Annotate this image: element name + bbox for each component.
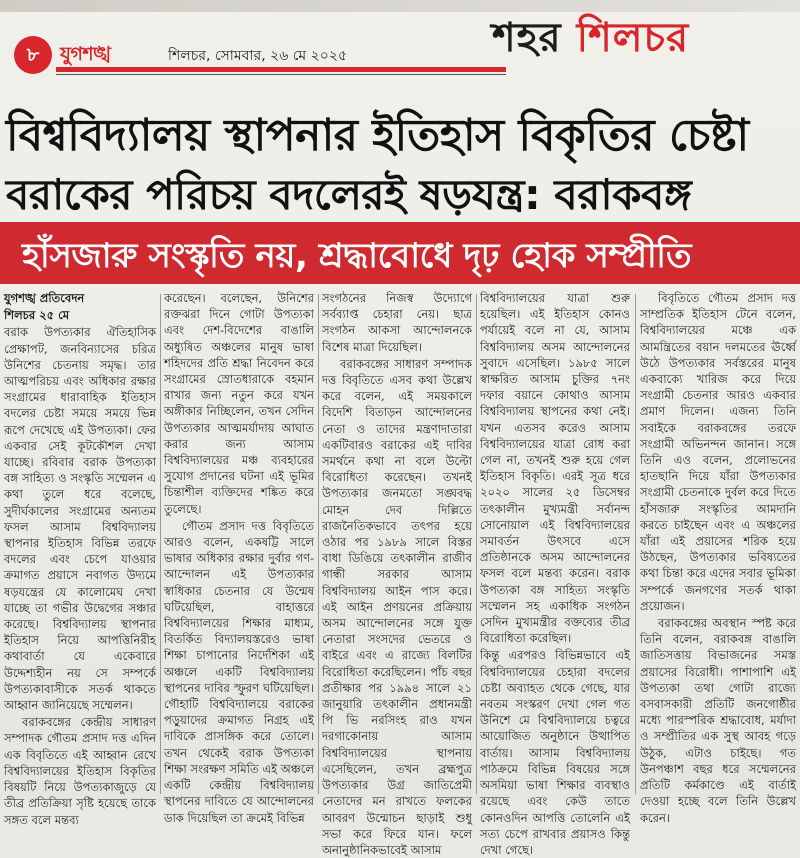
headline-line1: বিশ্ববিদ্যালয় স্থাপনার ইতিহাস বিকৃতির চেষ্টা xyxy=(6,110,749,161)
article-column-5 xyxy=(640,290,796,825)
paper-name-logo: যুগশঙ্খ xyxy=(60,43,111,65)
section-title-word1: শহর xyxy=(492,15,562,61)
masthead-thin-rule xyxy=(56,74,506,75)
paragraph: বিবৃতিতে গৌতম প্রসাদ দত্ত সাম্প্রতিক ইতিহাস টেনে বলেন, বিশ্ববিদ্যালয়ের মঞ্চে এক আমন্ত্রিতের বয়ান দলমতের ঊর্ধ্বে উঠে উপত্যকার সর্বস্তরের মানুষ একবাক্যে খারিজ করে দিয়ে সংগ্রামী চেতনার আরও একবার প্রমাণ দিলেন। এজন্য তিনি সবাইকে বরাকবঙ্গের তরফে সংগ্রামী অভিনন্দন জানান। সঙ্গে তিনি এও বলেন, প্রলোভনের হাতছানি দিয়ে যাঁরা উপত্যকার সংগ্রামী চেতনাকে দুর্বল করে দিতে হাঁসজারু সংস্কৃতির আমদানি করতে চাইছেন এবং এ অঞ্চলের যাঁরা এই প্রয়াসের শরিক হয়ে উঠছেন, উপত্যকার ভবিষ্যতের কথা চিন্তা করে এদের সবার ভূমিকা সম্পর্কে জনগণের সতর্ক থাকা প্রয়োজন। xyxy=(640,291,796,613)
byline: যুগশঙ্খ প্রতিবেদন xyxy=(4,291,85,305)
paragraph: বরাকবঙ্গের অবস্থান স্পষ্ট করে তিনি বলেন, বরাকবঙ্গ বাঙালি জাতিসত্তায় বিভাজনের সমস্ত প্রয়াসের বিরোধী। পাশাপাশি এই উপত্যকা তথা গোটা রাজ্যে বসবাসকারী প্রতিটি জনগোষ্ঠীর মধ্যে পারস্পরিক শ্রদ্ধাবোধ, মর্যাদা ও সম্প্রীতির এক সুস্থ আবহ গড়ে উঠুক, এটাও চাইছে। গত উনপঞ্চাশ বছর ধরে সম্মেলনের প্রতিটি কর্মকাণ্ডে এই বার্তাই দেওয়া হচ্ছে বলে তিনি উল্লেখ করেন। xyxy=(640,616,796,825)
subheadline: হাঁসজারু সংস্কৃতি নয়, শ্রদ্ধাবোধে দৃঢ় হোক সম্প্রীতি xyxy=(22,236,692,276)
article-column-2 xyxy=(164,290,314,825)
paragraph: বরাকবঙ্গের কেন্দ্রীয় সাধারণ সম্পাদক গৌতম প্রসাদ দত্ত এদিন এক বিবৃতিতে এই আহ্বান রেখে বিশ্ববিদ্যালয়ের ইতিহাস বিকৃতির বিষয়টি নিয়ে উপত্যকাজুড়ে যে তীব্র প্রতিক্রিয়া সৃষ্টি হয়েছে তাকে সঙ্গত বলে মন্তব্য xyxy=(4,715,156,827)
paragraph: বরাকবঙ্গের সাধারণ সম্পাদক দত্ত বিবৃতিতে এসব কথা উল্লেখ করে বলেন, এই সময়কালে বিদেশি বিতাড়ন আন্দোলনের নেতা ও তাদের মন্ত্রণাদাতারা একটিবারও বরাকের এই দাবির সমর্থনে কথা না বলে উল্টো বিরোধিতা করেছেন। তখনই উপত্যকার জনমতো সঙ্ঘবদ্ধ মোহন দেব দিল্লিতে রাজনৈতিকভাবে তৎপর হয়ে ওঠার পর ১৯৮৯ সালে বিস্তর বাধা ডিঙিয়ে তৎকালীন রাজীব গান্ধী সরকার আসাম বিশ্ববিদ্যালয় আইন পাস করে। এই আইন প্রণয়নের প্রক্রিয়ায় অসম আন্দোলনের সঙ্গে যুক্ত নেতারা সংসদের ভেতরে ও বাইরে এবং এ রাজ্যে বিলটির বিরোধিতা করেছিলেন। পাঁচ বছর প্রতীক্ষার পর ১৯৯৪ সালে ২১ জানুয়ারি তৎকালীন প্রধানমন্ত্রী পি ভি নরসিংহ রাও যখন দরগাকোনায় আসাম বিশ্ববিদ্যালয়ের স্থাপনায় এসেছিলেন, তখন ব্রহ্মপুত্র উপত্যকার উগ্র জাতিপ্রেমী নেতাদের মন রাখতে ফলকের আবরণ উন্মোচন ছাড়াই শুধু সভা করে ফিরে যান। ফলে অনানুষ্ঠানিকভাবেই আসাম xyxy=(322,356,472,857)
paragraph: গৌতম প্রসাদ দত্ত বিবৃতিতে আরও বলেন, একষট্টি সালে ভাষার অধিকার রক্ষার দুর্বার গণ-আন্দোলন এই উপত্যকার স্বাধিকার চেতনার যে উন্মেষ ঘটিয়েছিল, বাহাত্তরে বিশ্ববিদ্যালয়ের শিক্ষার মাধ্যম, বিতর্কিত বিদ্যালয়স্তরেও ভাষা শিক্ষা চাপানোর নির্দেশিকা এই অঞ্চলে একটি বিশ্ববিদ্যালয় স্থাপনের দাবির স্ফুরণ ঘটিয়েছিল। গৌহাটি বিশ্ববিদ্যালয়ে বরাকের পড়ুয়াদের ক্রমাগত নিগ্রহ এই দাবিকে প্রাসঙ্গিক করে তোলে। তখন থেকেই বরাক উপত্যকা শিক্ষা সংরক্ষণ সমিতি এই অঞ্চলে একটি কেন্দ্রীয় বিশ্ববিদ্যালয় স্থাপনের দাবিতে যে আন্দোলনের ডাক দিয়েছিল তা ক্রমেই বিভিন্ন xyxy=(164,518,314,825)
subheadline-band xyxy=(0,222,800,284)
headline-line2: বরাকের পরিচয় বদলেরই ষড়যন্ত্র: বরাকবঙ্গ xyxy=(6,170,692,219)
paragraph: বরাক উপত্যকার ঐতিহাসিক প্রেক্ষাপট, জনবিন্যাসের চরিত্র উনিশের চেতনায় সমৃদ্ধ। তার আত্মপরিচয় এবং অধিকার রক্ষার সংগ্রামের ধারাবাহিক ইতিহাস বদলের চেষ্টা সময়ে সময়ে ভিন্ন রূপে দেখেছে এই উপত্যকা। ফের একবার সেই কূটকৌশল দেখা যাচ্ছে। রবিবার বরাক উপত্যকা বঙ্গ সাহিত্য ও সংস্কৃতি সম্মেলন এ কথা তুলে ধরে বলেছে, সুদীর্ঘকালের সংগ্রামের অন্যতম ফসল আসাম বিশ্ববিদ্যালয় স্থাপনার ইতিহাস বিভিন্ন তরফে বদলের এবং চেপে যাওয়ার ক্রমাগত প্রয়াসে নবাগত উদ্যমে ষড়যন্ত্রের যে কালোমেঘ দেখা যাচ্ছে তা গভীর উদ্বেগের সঞ্চার করেছে। বিশ্ববিদ্যালয় স্থাপনার ইতিহাস নিয়ে আপত্তিনিরীহ কথাবার্তা যে একেবারে উদ্দেশ্যহীন নয় সে সম্পর্কে উপত্যকাবাসীকে সতর্ক থাকতে আহ্বান জানিয়েছে সম্মেলন। xyxy=(4,325,156,713)
paragraph: সংগঠনের নিজস্ব উদ্যোগে সর্বব্যাপ্ত চেহারা নেয়। ছাত্র সংগঠন আকসা আন্দোলনকে বিশেষ মাত্রা দিয়েছিল। xyxy=(322,291,472,354)
issue-date-line: শিলচর, সোমবার, ২৬ মে ২০২৫ xyxy=(168,48,348,64)
masthead xyxy=(0,0,800,92)
article-column-4 xyxy=(480,290,630,857)
article-column-3 xyxy=(322,290,472,857)
column-rule xyxy=(160,294,161,794)
column-rule xyxy=(476,294,477,794)
section-title xyxy=(492,6,689,73)
paragraph: কিন্তু এরপরও বিভিন্নভাবে এই বিশ্ববিদ্যালয়ের চেহারা বদলের চেষ্টা অব্যাহত থেকে গেছে, যার নবতম সংস্করণ দেখা গেল গত উনিশে মে বিশ্ববিদ্যালয়ে চত্বরে আয়োজিত অনুষ্ঠানে উত্থাপিত বার্তায়। আসাম বিশ্ববিদ্যালয় পাঠক্রমে বিভিন্ন বিষয়ের সঙ্গে অসমিয়া ভাষা শিক্ষার ব্যবস্থাও রয়েছে এবং কেউ তাতে কোনওদিন আপত্তি তোলেনি এই সত্য চেপে রাখবার প্রয়াসও কিন্তু দেখা গেছে। xyxy=(480,648,630,857)
column-rule xyxy=(318,294,319,794)
article-body xyxy=(4,290,796,857)
column-rule xyxy=(635,294,636,794)
page-number-badge: ৮ xyxy=(14,36,52,74)
paragraph: বিশ্ববিদ্যালয়ের যাত্রা শুরু হয়েছিল। এই ইতিহাস কোনও পর্যায়েই বলে না যে, আসাম বিশ্ববিদ্যালয় অসম আন্দোলনের সুবাদে এসেছিল। ১৯৮৫ সালে স্বাক্ষরিত আসাম চুক্তির ৭নং দফার বয়ানে কোথাও আসাম বিশ্ববিদ্যালয় স্থাপনের কথা নেই। যখন এতসব করেও আসাম বিশ্ববিদ্যালয়ের যাত্রা রোধ করা গেল না, তখনই শুরু হয়ে গেল ইতিহাস বিকৃতি। এরই সূত্র ধরে ২০২০ সালের ২৫ ডিসেম্বর তৎকালীন মুখ্যমন্ত্রী সর্বানন্দ সোনোয়াল এই বিশ্ববিদ্যালয়ের সমাবর্তন উৎসবে এসে প্রতিষ্ঠানকে অসম আন্দোলনের ফসল বলে মন্তব্য করেন। বরাক উপত্যকা বঙ্গ সাহিত্য সংস্কৃতি সম্মেলন সহ একাধিক সংগঠন সেদিন মুখ্যমন্ত্রীর বক্তব্যের তীব্র বিরোধিতা করেছিল। xyxy=(480,291,630,646)
paragraph: করেছেন। বলেছেন, উনিশের রক্তঝরা দিনে গোটা উপত্যকা এবং দেশ-বিদেশের বাঙালি অধ্যুষিত অঞ্চলের মানুষ ভাষা শহিদদের প্রতি শ্রদ্ধা নিবেদন করে সংগ্রামের স্রোতধারাকে বহমান রাখার জন্য নতুন করে যখন অঙ্গীকার নিচ্ছিলেন, তখন সেদিন উপত্যকার আত্মমর্যাদায় আঘাত করার জন্য আসাম বিশ্ববিদ্যালয়ের মঞ্চ ব্যবহারের সুযোগ প্রদানের ঘটনা এই ভূমির চিন্তাশীল ব্যক্তিদের শঙ্কিত করে তুলেছে। xyxy=(164,291,314,516)
dateline: শিলচর ২৫ মে xyxy=(4,308,70,323)
section-title-word2: শিলচর xyxy=(576,15,690,61)
article-column-1 xyxy=(4,290,156,827)
masthead-red-rule xyxy=(56,67,506,72)
